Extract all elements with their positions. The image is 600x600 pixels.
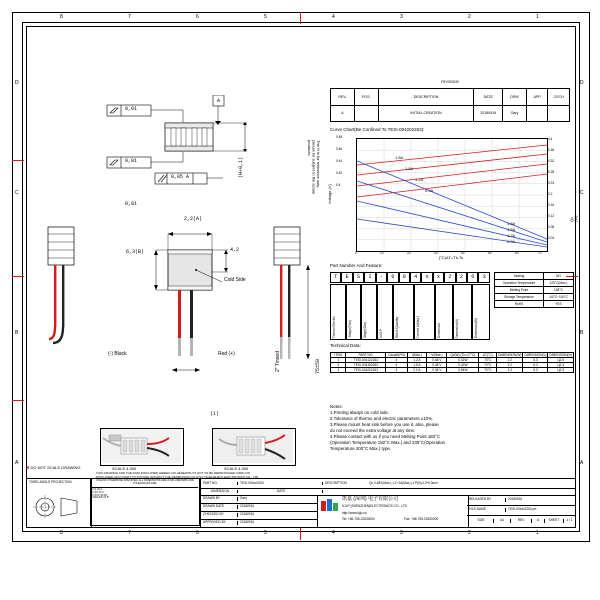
wire-length-label: 75±50 [315, 358, 321, 374]
tech-r2-c7: 2.2 [507, 368, 513, 372]
tech-r2-c6: 70°C [484, 368, 492, 372]
pn-char-8: x [421, 272, 432, 283]
chart-ylabel-right: Qc (W) [569, 215, 579, 222]
pn-char-10: 2 [444, 272, 455, 283]
field-drawn-value: Gary [240, 496, 247, 501]
tech-r2-c9: Ц2.3 [557, 368, 565, 372]
field-part-no-value: TESI-004xx2263 [238, 482, 323, 485]
chart-ytick-right-6: 0.28 [548, 170, 555, 174]
pn-char-4: - [376, 272, 387, 283]
notes-section [330, 404, 574, 452]
svg-text:0.9A: 0.9A [507, 239, 516, 244]
company-logo [321, 499, 339, 513]
tech-h-3: I(Max.) [411, 353, 422, 357]
field-sheet-rev-size [467, 515, 575, 527]
company-block [317, 495, 469, 528]
notes-item-2: 3.Please mount heat sink before you use it, also, please [330, 421, 439, 427]
tech-r0-c5: 0.32W [458, 358, 468, 362]
rev-c-0: A [341, 111, 344, 116]
rev-h-2: DESCRIPTION [413, 94, 439, 99]
field-sheet-label: SHEET [545, 519, 564, 522]
tinned-label: 2″ Tinned [275, 351, 281, 372]
no-scale-marker: ✖ [26, 465, 30, 470]
table-row [495, 287, 574, 294]
feat-value-0: NO [556, 274, 561, 278]
field-checked-label: CHECKED BY [201, 513, 238, 516]
technical-header-row [331, 353, 574, 358]
cold-side-label: Cold Side [224, 277, 246, 283]
center-mark-bottom [300, 528, 301, 540]
chart-xtick-4: 40 [461, 251, 465, 255]
rev-c-3: 20180916 [480, 111, 497, 116]
title-block [200, 478, 576, 528]
chart-ytick-right-9: 0.4 [548, 137, 553, 141]
bracket-one-label: (1) [210, 411, 220, 417]
feat-label-3: Storage Temperature [504, 295, 534, 299]
h-reference-note: The H is for reference only, please be subject to the actual products. [306, 140, 321, 195]
tech-r2-c4: 0.48 V [432, 368, 442, 372]
tech-r0-c9: Ц2.5 [557, 358, 565, 362]
feat-value-2: 138°C [554, 288, 563, 292]
parallelism-tol-value: 0,05 A [171, 174, 190, 180]
pn-col-3: N.O.P [377, 284, 393, 340]
field-drawn-date-label: DRAWN DATE [201, 505, 238, 508]
table-row [331, 368, 574, 373]
table-row [495, 273, 574, 280]
field-released-label: RELEASED BY [467, 498, 506, 501]
pn-char-13: 3 [478, 272, 489, 283]
tech-r1-c9: Ц2.3 [557, 363, 565, 367]
tech-h-0: ITEM [334, 353, 343, 357]
field-dimension-value: DATE [238, 490, 323, 493]
svg-text:1.2A: 1.2A [415, 177, 424, 182]
rev-h-1: POS. [362, 94, 371, 99]
main-module-view [150, 220, 265, 405]
table-row [495, 301, 574, 308]
datum-a-label: A [216, 97, 220, 104]
dim-width-label: 2,2(A) [184, 216, 203, 222]
field-part-no-label: PART NO. [201, 482, 238, 485]
field-approved-label: APPROVED BY [201, 521, 238, 524]
rev-h-5: APP [533, 94, 541, 99]
svg-text:0.9A: 0.9A [425, 188, 434, 193]
svg-text:1.8A: 1.8A [507, 221, 516, 226]
feat-value-1: 125°C(Max.) [549, 281, 568, 285]
tech-r2-c5: 0.54W [458, 368, 468, 372]
pn-col-5: Current A(Max.) [414, 284, 435, 340]
feat-label-1: Operation Temperature [502, 281, 536, 285]
part-number-section [330, 263, 574, 344]
pn-char-2: S [353, 272, 364, 283]
wire-black-label: (-) Black [108, 351, 127, 357]
technical-data-table [330, 352, 574, 373]
chart-xtick-3: 30 [434, 251, 438, 255]
feat-value-3: -60°C~100°C [548, 295, 568, 299]
chart-ytick-left-4: 0.48 [336, 135, 343, 139]
tech-r2-c3: 2.0 A [413, 368, 421, 372]
flatness-tol-value-1: 0,01 [125, 106, 138, 112]
permission-note: THIS DRAWING AND THE DATA DISCLOSED HEREIN OR HEREWITH IS NOT TO BE REPRODUCED USED OR DISCLOSED OR IN PART TO ANYONE WITHOUT THE PERMISSION OF KJLP (SHENZHEN) ELECTRONICS CO., LTD. [96, 471, 260, 479]
field-size-value: A4 [494, 519, 511, 522]
part-number-column-labels [330, 284, 490, 340]
chart-ytick-right-3: 0.16 [548, 203, 555, 207]
notes-item-3: do not exceed the extra voltage at any time. [330, 427, 416, 433]
feat-label-0: Sealing [513, 274, 525, 278]
rev-c-2: INITIAL CREATION [410, 111, 442, 116]
chart-ytick-right-4: 0.2 [548, 192, 553, 196]
pn-char-5: 0 [387, 272, 398, 283]
tech-r0-c3: 1.2 A [413, 358, 421, 362]
table-row [495, 294, 574, 301]
chart-ytick-right-1: 0.08 [548, 225, 555, 229]
field-checked-value: 20180916 [240, 512, 255, 517]
pn-char-12: 6 [467, 272, 478, 283]
field-size-label: SIZE [467, 519, 494, 522]
pn-char-3: I [364, 272, 375, 283]
company-name-en: KJLP (SHENZHEN)ELECTRONICS CO., LTD [342, 504, 407, 508]
pn-char-0: T [330, 272, 341, 283]
revisions-title: REVISIONS [441, 80, 459, 84]
dim-thickness-label: 4,2 [230, 247, 240, 253]
field-file-name-value: TESI-004xx2263.prt [508, 507, 537, 512]
chart-ytick-right-8: 0.36 [548, 148, 555, 152]
tolerance-title: UNLESS OTHERWISE SPECIFIED, ALL DIMENSIONS ARE IN MILLIMETERS AND TOLERANCES ARE: [96, 479, 194, 485]
revisions-header-row [331, 89, 570, 106]
pn-col-0: Thermo Electric [330, 284, 346, 340]
photo-1-scale-label: SCALE 4,000 [112, 466, 137, 471]
company-fax: Fax: +86-755-22630000 [404, 517, 439, 521]
pn-col-8: Dimension(W) [472, 284, 490, 340]
chart-ytick-left-2: 0.44 [336, 159, 343, 163]
tech-r1-c6: 70°C [484, 363, 492, 367]
pn-char-1: E [341, 272, 352, 283]
no-scale-note: ✖ DO NOT SCALE DRAWING [26, 465, 81, 470]
tech-r0-c4: 0.48 V [432, 358, 442, 362]
tolerance-line-0: X.X ±0.2 [92, 487, 102, 491]
notes-item-1: 2.Tolerance of thermo and electric parameters ±10%. [330, 415, 434, 421]
dim-h-label: (H+0,1) [238, 156, 244, 178]
tech-h-9: DIMENSION(H) [549, 353, 572, 357]
center-mark-left-2 [12, 160, 24, 161]
tech-r1-c3: 1.5 A [413, 363, 421, 367]
pn-col-1: Shape(Thin) [346, 284, 362, 340]
connector-photo-2 [212, 428, 296, 466]
field-drawn-label: DRAWN BY [201, 497, 238, 500]
field-dimension-label: DIMENSION [201, 490, 238, 493]
flatness-tol-1: 0,01 [125, 201, 138, 207]
pn-char-9: x [433, 272, 444, 283]
dim-length-label: 6,3(B) [126, 249, 145, 255]
tolerance-line-2: X.XXX ±0.05 [92, 493, 107, 497]
center-mark-left [12, 276, 24, 277]
center-mark-left-3 [12, 400, 24, 401]
field-file-name-label: FILE NAME [467, 508, 506, 511]
chart-xtick-0: 0 [355, 251, 357, 255]
tech-r1-c5: 0.42W [458, 363, 468, 367]
pn-char-11: 2 [456, 272, 467, 283]
connector-front-view [40, 225, 100, 365]
field-released-value: 20180916 [508, 497, 523, 502]
technical-data-title: Technical Data: [330, 343, 361, 348]
tech-h-7: DIMENSION(W) [498, 353, 522, 357]
pn-char-6: 0 [399, 272, 410, 283]
chart-xlabel: (°C)ΔT=Th-Tc [438, 255, 464, 260]
tech-h-6: ΔT(°C) [482, 353, 493, 357]
tech-r0-c1: TESI-004122263 [353, 358, 378, 362]
signature-row-approved [201, 519, 317, 527]
third-angle-label: THIRD ANGLE PROJECTION [29, 480, 72, 484]
notes-item-5: (Operation Temperature 150°C Max.) and 235°C(Operation [330, 439, 445, 445]
chart-xtick-5: 50 [488, 251, 492, 255]
part-number-title: Part Number And Feature: [330, 263, 383, 268]
notes-item-0: 1.Printing always on cold side. [330, 409, 390, 415]
center-mark-top [300, 12, 301, 24]
curve-chart [327, 127, 579, 266]
tech-r1-c7: 2.2 [507, 363, 513, 367]
chart-xtick-1: 10 [380, 251, 384, 255]
photo-2-scale-label: SCALE 4,000 [224, 466, 249, 471]
tech-r2-c1: TESI-004202263 [353, 368, 378, 372]
tech-r0-c0: 1 [337, 358, 340, 362]
table-row [331, 105, 570, 122]
revisions-table [330, 80, 570, 122]
chart-ytick-right-0: 0.04 [548, 236, 555, 240]
rev-c-4: Gary [510, 111, 519, 116]
feat-label-4: RoHS [514, 302, 524, 306]
feat-label-2: Melting Point [509, 288, 529, 292]
feat-value-4: YES [555, 302, 562, 306]
technical-data-section [330, 343, 574, 400]
tech-r0-c7: 2.2 [507, 358, 513, 362]
svg-text:1.8A: 1.8A [395, 155, 404, 160]
svg-text:1.2A: 1.2A [507, 233, 516, 238]
notes-title: Notes: [330, 404, 343, 409]
tolerance-line-3: ANGLES ±0.5° [92, 496, 110, 500]
field-rev-value: A [532, 519, 545, 522]
tech-r1-c1: TESI-004152263 [353, 363, 378, 367]
tech-r1-c0: 2 [337, 363, 340, 367]
tech-r1-c8: 6.3 [533, 363, 538, 367]
rev-h-6: CECH [553, 94, 564, 99]
projection-block [26, 478, 92, 528]
svg-text:1.5A: 1.5A [507, 227, 516, 232]
pn-char-7: 4 [410, 272, 421, 283]
field-description-value: Qc 0.48V(Max.),1.2~2A(Max.),4 P(N),2.2*6.3mm [369, 480, 438, 485]
tolerance-line-1: X.XX ±0.1 [92, 490, 104, 494]
tech-r1-c2: 4 [395, 363, 398, 367]
tech-h-1: PART NO. [358, 353, 374, 357]
rev-h-0: REV. [338, 94, 347, 99]
tech-r1-c4: 0.48 V [432, 363, 442, 367]
tech-r2-c2: 4 [395, 368, 398, 372]
chart-ytick-right-7: 0.32 [548, 159, 555, 163]
flatness-tol-value-2: 0,01 [125, 158, 138, 164]
connector-photo-1 [100, 428, 184, 466]
field-approved-value: 20180916 [240, 520, 255, 525]
wire-red-label: Red (+) [218, 351, 235, 357]
notes-item-6: Temperature 200°C Max.) type. [330, 445, 392, 451]
tech-r0-c2: 4 [395, 358, 398, 362]
field-rev-label: REV [511, 519, 532, 522]
field-drawn-date-value: 20180916 [240, 504, 255, 509]
tech-r2-c0: 3 [337, 368, 340, 372]
company-name-cn: 凯嘉 (深圳) 电子有限公司 [342, 496, 399, 502]
part-number-code-row [330, 272, 490, 283]
chart-ytick-left-3: 0.46 [336, 147, 343, 151]
table-row [495, 280, 574, 287]
tech-r2-c8: 6.3 [533, 368, 538, 372]
pn-col-6: Dimension [435, 284, 453, 340]
feature-table [494, 272, 574, 308]
chart-ytick-right-5: 0.24 [548, 181, 555, 185]
company-website: http://www.kjlp.cn [342, 511, 367, 515]
chart-xtick-7: 70 [538, 251, 542, 255]
chart-plot [356, 138, 548, 252]
tech-r0-c6: 70°C [484, 358, 492, 362]
tech-h-5: Qc(W) (Th=27°C) [450, 353, 476, 357]
pn-col-2: Stage(Sha) [361, 284, 377, 340]
tech-r0-c8: 6.3 [533, 358, 538, 362]
field-description-label: DESCRIPTION [325, 480, 347, 485]
rev-h-4: DRW [510, 94, 519, 99]
chart-ylabel-left: Voltage (V) [327, 184, 332, 204]
chart-ytick-left-1: 0.42 [336, 171, 343, 175]
chart-xtick-6: 60 [515, 251, 519, 255]
tech-h-8: DIMENSION(L) [524, 353, 547, 357]
chart-ytick-left-0: 0.4 [336, 183, 341, 187]
chart-xtick-2: 20 [407, 251, 411, 255]
tech-h-4: V(Max.) [431, 353, 443, 357]
tech-h-2: Couple(PN) [388, 353, 405, 357]
tolerance-block [90, 478, 200, 526]
chart-ytick-right-2: 0.12 [548, 214, 555, 218]
field-sheet-value: 1 / 1 [566, 518, 573, 523]
pn-col-4: Bleck Quantity [393, 284, 414, 340]
chart-title: Curve Chart(Be Confined To TESI-004202263): [330, 127, 425, 132]
notes-item-4: 4.Please contact with us if you need Melting Point 183°C [330, 433, 441, 439]
pn-col-7: Dimension(H) [453, 284, 471, 340]
company-tel: Tel: +86-755-22630000 [342, 517, 375, 521]
rev-h-3: DATE [483, 94, 493, 99]
svg-text:1.5A: 1.5A [405, 166, 414, 171]
